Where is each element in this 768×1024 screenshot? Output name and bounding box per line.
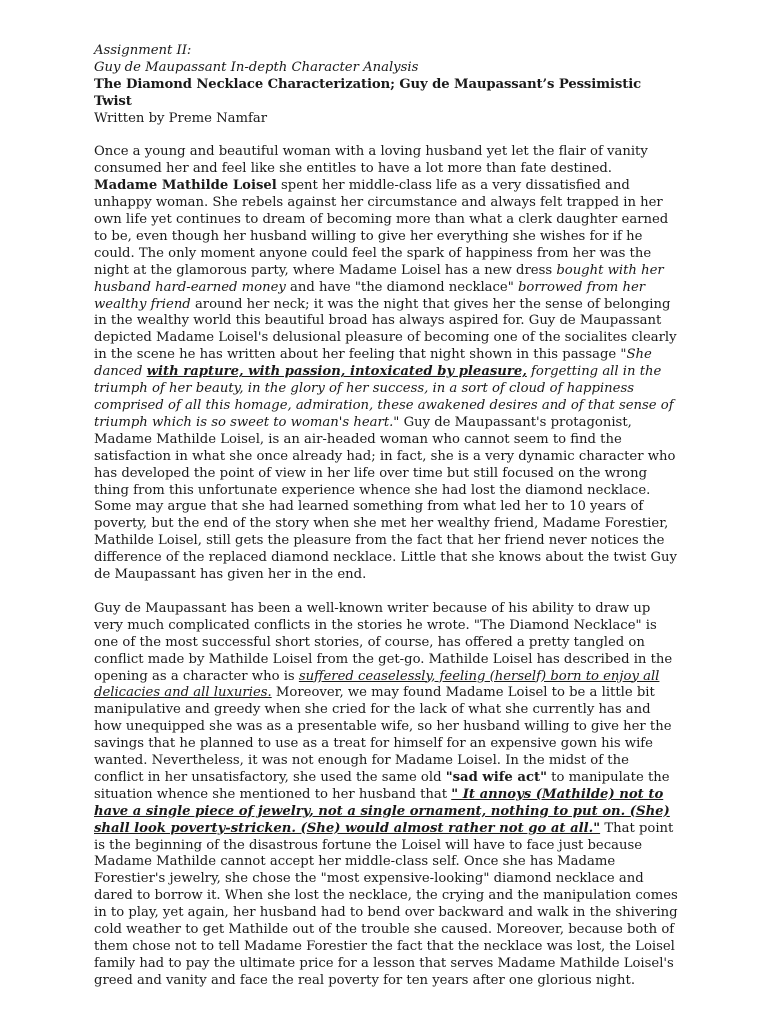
assignment-label: Assignment II: <box>94 43 192 58</box>
document-page <box>94 43 679 990</box>
p1-italic: borrowed from her wealthy friend <box>94 279 646 312</box>
paragraph-1 <box>94 144 679 584</box>
p1-italic: bought with her husband hard-earned money <box>94 262 664 295</box>
p1-quote-rest: forgetting all in the triumph of her beauty, in the glory of her success, in a sort of cloud of happiness comprised of all this homage, admiration, these awakened desires and of that sense of triumph which is so sweet to woman's heart." <box>94 364 674 430</box>
p1-text: Once a young and beautiful woman with a loving husband yet let the flair of vanity consumed her and feel like she entitles to have a lot more than fate destined. <box>94 144 648 177</box>
p1-text: Guy de Maupassant's protagonist, Madame Mathilde Loisel, is an air-headed woman who cannot seem to find the satisfaction in what she once already had; in fact, she is a very dynamic character who has developed the point of view in her life over time but still focused on the wrong thing from this unfortunate experience whence she had lost the diamond necklace. Some may argue that she had learned something from what led her to 10 years of poverty, but the end of the story when she met her wealthy friend, Madame Forestier, Mathilde Loisel, still gets the pleasure from the fact that her friend never notices the difference of the replaced diamond necklace. Little that she knows about the twist Guy de Maupassant has given her in the end. <box>94 414 677 583</box>
p1-quote-start: She danced <box>94 347 652 380</box>
p2-quote-underlined: suffered ceaselessly, feeling (herself) born to enjoy all delicacies and all luxuries. <box>94 668 660 701</box>
p1-text: spent her middle-class life as a very dissatisfied and unhappy woman. She rebels against her circumstance and always felt trapped in her own life yet continues to dream of becoming more than what a clerk daughter earned to be, even though her husband willing to give her everything she wishes for if he could. The only moment anyone could feel the spark of happiness from her was the night at the glamorous party, where Madame Loisel has a new dress <box>94 178 669 278</box>
author-line: Written by Preme Namfar <box>94 110 268 126</box>
p2-text: Guy de Maupassant has been a well-known writer because of his ability to draw up very much complicated conflicts in the stories he wrote. "The Diamond Necklace" is one of the most successful short stories, of course, has offered a pretty tangled on conflict made by Mathilde Loisel from the get-go. Mathilde Loisel has described in the opening as a character who is <box>94 600 673 684</box>
p2-quote-emphasis: " It annoys (Mathilde) not to have a single piece of jewelry, not a single ornament, nothing to put on. (She) shall look poverty-stricken. (She) would almost rather not go at all." <box>94 786 670 836</box>
p2-text: to manipulate the situation whence she mentioned to her husband that <box>94 769 670 802</box>
document-title: The Diamond Necklace Characterization; Guy de Maupassant’s Pessimistic Twist <box>94 76 642 109</box>
p2-bold-phrase: "sad wife act" <box>445 769 547 785</box>
p1-text: around her neck; it was the night that gives her the sense of belonging in the wealthy world this beautiful broad has always aspired for. Guy de Maupassant depicted Madame Loisel's delusional pleasure of becoming one of the socialites clearly in the scene he has written about her feeling that night shown in this passage " <box>94 296 677 363</box>
p1-text: and have "the diamond necklace" <box>285 279 518 295</box>
paragraph-2 <box>94 601 679 990</box>
p2-text: Moreover, we may found Madame Loisel to be a little bit manipulative and greedy when she cried for the lack of what she currently has and how unequipped she was as a presentable wife, so her husband willing to give her the savings that he planned to use as a treat for himself for an expensive gown his wife wanted. Nevertheless, it was not enough for Madame Loisel. In the midst of the conflict in her unsatisfactory, she used the same old <box>94 685 672 785</box>
p1-bold-name: Madame Mathilde Loisel <box>94 178 277 194</box>
document-subtitle: Guy de Maupassant In-depth Character Analysis <box>94 59 419 75</box>
p2-text: That point is the beginning of the disastrous fortune the Loisel will have to face just because Madame Mathilde cannot accept her middle-class self. Once she has Madame Forestier's jewelry, she chose the "most expensive-looking" diamond necklace and dared to borrow it. When she lost the necklace, the crying and the manipulation comes in to play, yet again, her husband had to bend over backward and walk in the shivering cold weather to get Mathilde out of the trouble she caused. Moreover, because both of them chose not to tell Madame Forestier the fact that the necklace was lost, the Loisel family had to pay the ultimate price for a lesson that serves Madame Mathilde Loisel's greed and vanity and face the real poverty for ten years after one glorious night. <box>94 820 678 988</box>
p1-quote-emphasis: with rapture, with passion, intoxicated by pleasure, <box>146 364 527 380</box>
